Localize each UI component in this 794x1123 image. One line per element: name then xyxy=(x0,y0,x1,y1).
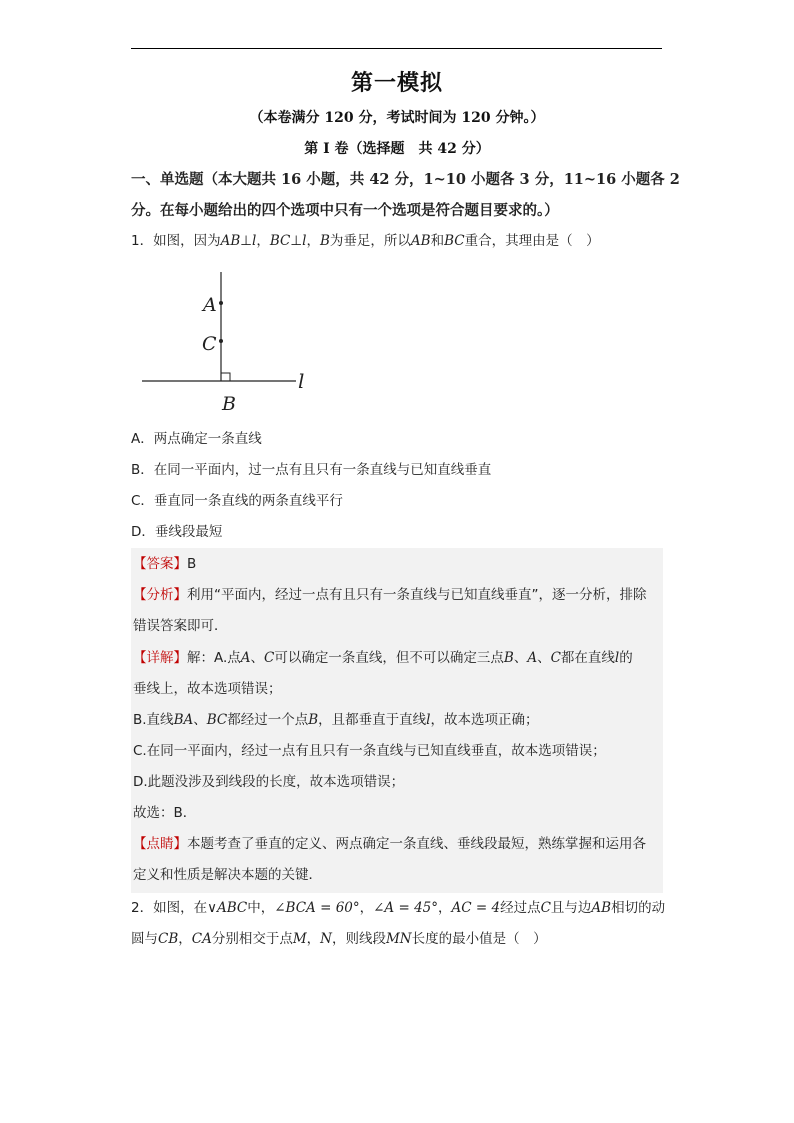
option-a: A．两点确定一条直线 xyxy=(131,431,262,447)
label-a: A xyxy=(203,294,217,316)
comment-line-1: 【点睛】本题考查了垂直的定义、两点确定一条直线、垂线段最短，熟练掌握和运用各 xyxy=(133,836,646,852)
point-c xyxy=(219,339,223,343)
detail-line-5: D.此题没涉及到线段的长度，故本选项错误； xyxy=(133,774,405,790)
page-title: 第一模拟 xyxy=(350,71,443,96)
label-b: B xyxy=(222,393,236,415)
point-a xyxy=(219,301,223,305)
instructions-line-1: 一、单选题（本大题共 16 小题，共 42 分，1~10 小题各 3 分，11~16 小题各 2 xyxy=(131,171,680,188)
analysis-line-1: 【分析】利用“平面内，经过一点有且只有一条直线与已知直线垂直”，逐一分析，排除 xyxy=(133,587,647,603)
question-1-figure xyxy=(138,268,318,418)
question-2-line-2: 圆与CB，CA分别相交于点M，N，则线段MN长度的最小值是（ ） xyxy=(131,931,547,947)
answer-line: 【答案】B xyxy=(133,556,197,572)
analysis-line-2: 错误答案即可． xyxy=(133,618,228,634)
section-title: 第 I 卷（选择题 共 42 分） xyxy=(304,141,490,157)
header-rule xyxy=(131,48,662,49)
label-c: C xyxy=(202,333,217,355)
detail-line-4: C.在同一平面内，经过一点有且只有一条直线与已知直线垂直，故本选项错误； xyxy=(133,743,606,759)
option-d: D．垂线段最短 xyxy=(131,524,223,540)
exam-info: （本卷满分 120 分，考试时间为 120 分钟。） xyxy=(249,110,545,126)
option-b: B．在同一平面内，过一点有且只有一条直线与已知直线垂直 xyxy=(131,462,492,478)
question-2-line-1: 2．如图，在∨ABC中，∠BCA = 60°，∠A = 45°，AC = 4经过点C且与边AB相切的动 xyxy=(131,900,666,916)
right-angle-mark xyxy=(221,373,230,381)
detail-line-2: 垂线上，故本选项错误； xyxy=(133,681,282,697)
detail-line-1: 【详解】解：A.点A、C可以确定一条直线，但不可以确定三点B、A、C都在直线l的 xyxy=(133,650,633,666)
label-l: l xyxy=(298,369,305,393)
detail-line-3: B.直线BA、BC都经过一个点B，且都垂直于直线l，故本选项正确； xyxy=(133,712,539,728)
choice-line: 故选：B． xyxy=(133,805,197,821)
option-c: C．垂直同一条直线的两条直线平行 xyxy=(131,493,343,509)
comment-line-2: 定义和性质是解决本题的关键． xyxy=(133,867,322,883)
instructions-line-2: 分。在每小题给出的四个选项中只有一个选项是符合题目要求的。） xyxy=(131,202,559,219)
question-1-stem: 1．如图，因为AB⊥l，BC⊥l，B为垂足，所以AB和BC重合，其理由是（ ） xyxy=(131,233,600,249)
